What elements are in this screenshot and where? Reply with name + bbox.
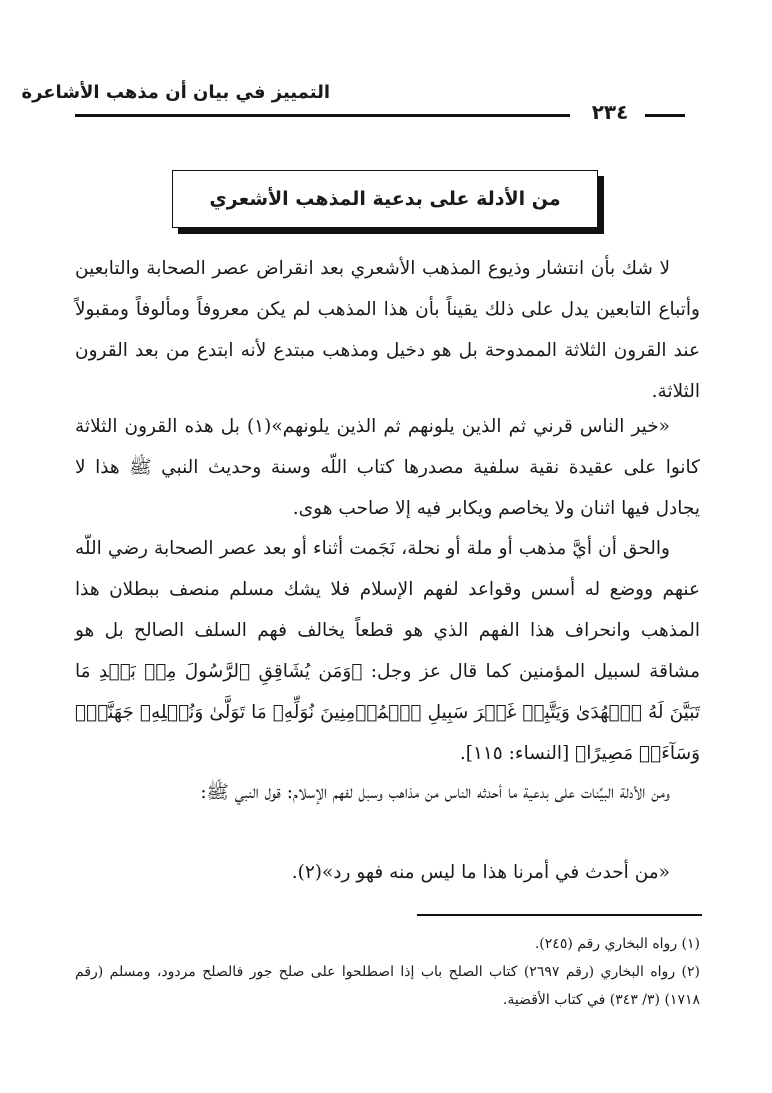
paragraph-2-block — [75, 406, 700, 529]
paragraph-1: لا شك بأن انتشار وذيوع المذهب الأشعري بعد انقراض عصر الصحابة والتابعين وأتباع التابعين يدل على ذلك يقيناً بأن هذا المذهب لم يكن معروفاً ومألوفاً ومقبولاً عند القرون الثلاثة الممدوحة بل هو دخيل ومذهب مبتدع لأنه ابتدع من بعد القرون الثلاثة. — [75, 258, 700, 402]
page-number: ٢٣٤ — [591, 100, 629, 124]
header-dash — [645, 114, 685, 117]
paragraph-4-block — [75, 772, 700, 813]
section-heading-box — [172, 170, 598, 228]
paragraph-2: «خير الناس قرني ثم الذين يلونهم ثم الذين يلونهم»(١) بل هذه القرون الثلاثة كانوا على عقيدة نقية سلفية مصدرها كتاب اللّه وسنة وحديث النبي ﷺ هذا لا يجادل فيها اثنان ولا يخاصم ويكابر فيه إلا صاحب هوى. — [75, 416, 700, 519]
running-header-title: التمييز في بيان أن مذهب الأشاعرة — [21, 82, 330, 103]
header-rule — [75, 114, 570, 117]
paragraph-3-block — [75, 528, 700, 774]
footnotes — [75, 930, 700, 1014]
paragraph-5: «من أحدث في أمرنا هذا ما ليس منه فهو رد»(٢). — [291, 862, 670, 883]
footnote-2: (٢) رواه البخاري (رقم ٢٦٩٧) كتاب الصلح باب إذا اصطلحوا على صلح جور فالصلح مردود، ومسلم (رقم ١٧١٨) (٣/ ٣٤٣) في كتاب الأقضية. — [75, 964, 700, 1008]
paragraph-4: ومن الأدلة البيِّنات على بدعية ما أحدثه الناس من مذاهب وسبل لفهم الإسلام: قول النبي ﷺ: — [200, 782, 670, 803]
footnote-1: (١) رواه البخاري رقم (٢٤٥). — [534, 936, 700, 952]
section-heading: من الأدلة على بدعية المذهب الأشعري — [209, 188, 561, 210]
paragraph-3: والحق أن أيَّ مذهب أو ملة أو نحلة، نَجَمت أثناء أو بعد عصر الصحابة رضي اللّه عنهم ووضع له أسس وقواعد لفهم الإسلام فلا يشك مسلم منصف ببطلان هذا المذهب وانحراف هذا الفهم الذي هو قطعاً يخالف فهم السلف الصالح بل هو مشاقة لسبيل المؤمنين كما قال عز وجل: ﴿وَمَن يُشَاقِقِ ٱلرَّسُولَ مِنۢ بَعۡدِ مَا تَبَيَّنَ لَهُ ٱلۡهُدَىٰ وَيَتَّبِعۡ غَيۡرَ سَبِيلِ ٱلۡمُؤۡمِنِينَ نُوَلِّهِۦ مَا تَوَلَّىٰ وَنُصۡلِهِۦ جَهَنَّمَۖ وَسَآءَتۡ مَصِيرًا﴾ [النساء: ١١٥]. — [75, 538, 700, 764]
paragraph-5-block — [75, 852, 700, 893]
footnote-separator — [417, 914, 702, 916]
paragraph-1-block — [75, 248, 700, 412]
